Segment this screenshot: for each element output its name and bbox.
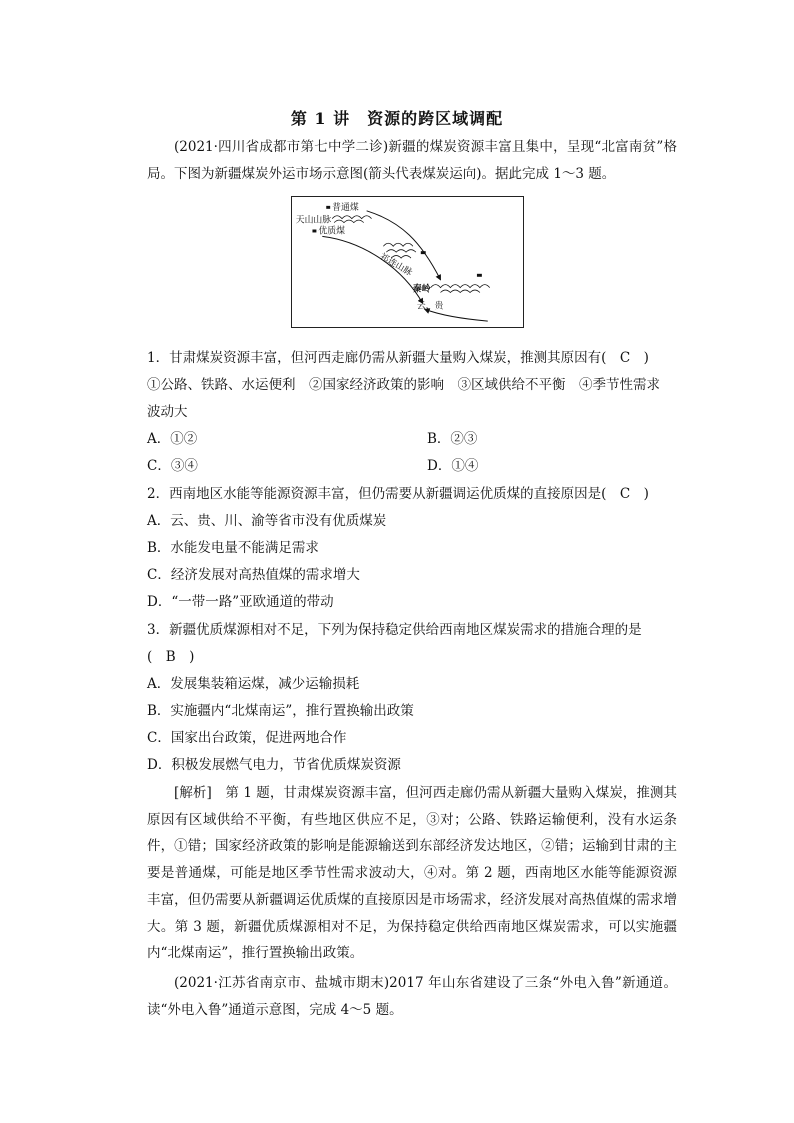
- coal-marker-east: [477, 274, 482, 277]
- q2-option-a: A．云、贵、川、渝等省市没有优质煤炭: [147, 513, 387, 529]
- q1-items: ①公路、铁路、水运便利 ②国家经济政策的影响 ③区域供给不平衡 ④季节性需求: [147, 377, 660, 393]
- label-tianshan: 天山山脉: [295, 215, 332, 226]
- q1-option-b: B．②③: [427, 431, 478, 447]
- label-youzhi: 优质煤: [318, 226, 345, 237]
- q2-stem: 2．西南地区水能等能源资源丰富，但仍需要从新疆调运优质煤的直接原因是( C ): [147, 486, 649, 502]
- q3-option-b: B．实施疆内“北煤南运”，推行置换输出政策: [147, 703, 414, 719]
- label-putong: 普通煤: [332, 202, 359, 213]
- label-yungui: 云、贵: [416, 301, 444, 312]
- q3-answer: ( B ): [147, 649, 195, 665]
- coal-marker-putong: [326, 206, 330, 209]
- tianshan-mountains: [332, 216, 371, 223]
- map-svg: [292, 197, 523, 327]
- analysis-paragraph: [解析] 第 1 题，甘肃煤炭资源丰富，但河西走廊仍需从新疆大量购入煤炭，推测其原因有区域供给不平衡，有些地区供应不足，③对；公路、铁路运输便利，没有水运条件，①错；国家经济政策的影响是能源输送到东部经济发达地区，②错；运输到甘肃的主要是普通煤，可能是地区季节性需求波动大，④对。第 2 题，西南地区水能等能源资源丰富，但仍需要从新疆调运优质煤的直接原因是市场需求，经济发展对高热值煤的需求增大。第 3 题，新疆优质煤源相对不足，为保持稳定供给西南地区煤炭需求，可以实施疆内“北煤南运”，推行置换输出政策。: [147, 785, 677, 962]
- q3-option-c: C．国家出台政策，促进两地合作: [147, 730, 347, 746]
- q2-option-b: B．水能发电量不能满足需求: [147, 540, 319, 556]
- coal-transport-map: [291, 196, 524, 328]
- qinling-mountains: [431, 285, 490, 293]
- q3-stem: 3．新疆优质煤源相对不足，下列为保持稳定供给西南地区煤炭需求的措施合理的是: [147, 622, 642, 638]
- q2-option-d: D．“一带一路”亚欧通道的带动: [147, 594, 334, 610]
- q1-option-a: A．①②: [147, 431, 198, 447]
- label-qilian: 祁连山脉: [377, 251, 414, 279]
- q1-items-cont: 波动大: [147, 404, 188, 420]
- q3-option-a: A．发展集装箱运煤，减少运输损耗: [147, 676, 360, 692]
- q3-option-d: D．积极发展燃气电力，节省优质煤炭资源: [147, 757, 401, 773]
- label-qinling: 秦岭: [412, 284, 431, 295]
- intro-paragraph-1: (2021·四川省成都市第七中学二诊)新疆的煤炭资源丰富且集中，呈现“北富南贫”格局。下图为新疆煤炭外运市场示意图(箭头代表煤炭运向)。据此完成 1～3 题。: [147, 139, 677, 182]
- page-title: 第 1 讲 资源的跨区域调配: [290, 109, 504, 128]
- q1-option-d: D．①④: [427, 458, 479, 474]
- intro-paragraph-2: (2021·江苏省南京市、盐城市期末)2017 年山东省建设了三条“外电入鲁”新通道。读“外电入鲁”通道示意图，完成 4～5 题。: [147, 975, 677, 1018]
- q1-stem: 1．甘肃煤炭资源丰富，但河西走廊仍需从新疆大量购入煤炭，推测其原因有( C ): [147, 350, 649, 366]
- coal-marker-youzhi: [312, 230, 316, 233]
- q1-option-c: C．③④: [147, 458, 198, 474]
- q2-option-c: C．经济发展对高热值煤的需求增大: [147, 567, 360, 583]
